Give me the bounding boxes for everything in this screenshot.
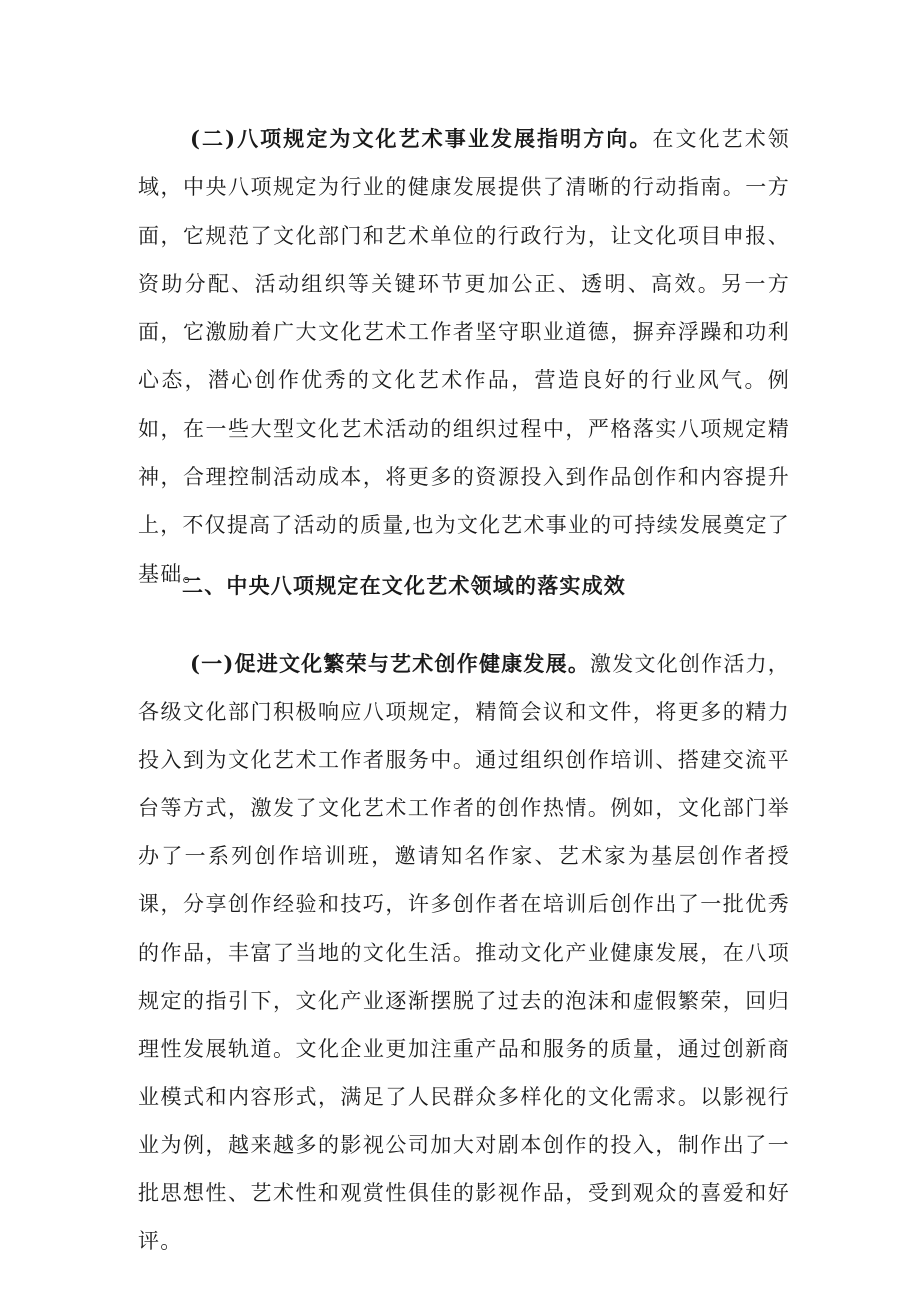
paragraph-eight-rules-direction (138, 115, 790, 598)
paragraph-lead-heading: (一)促进文化繁荣与艺术创作健康发展。 (190, 651, 591, 676)
paragraph-lead-heading: (二)八项规定为文化艺术事业发展指明方向。 (190, 126, 653, 151)
section-heading: 二、中央八项规定在文化艺术领域的落实成效 (182, 573, 626, 598)
paragraph-cultural-prosperity (138, 640, 790, 1265)
paragraph-body-text: 在文化艺术领域，中央八项规定为行业的健康发展提供了清晰的行动指南。一方面，它规范了文化部门和艺术单位的行政行为，让文化项目申报、资助分配、活动组织等关键环节更加公正、透明、高效。另一方面，它激励着广大文化艺术工作者坚守职业道德，摒弃浮躁和功利心态，潜心创作优秀的文化艺术作品，营造良好的行业风气。例如，在一些大型文化艺术活动的组织过程中，严格落实八项规定精神，合理控制活动成本，将更多的资源投入到作品创作和内容提升上，不仅提高了活动的质量,也为文化艺术事业的可持续发展奠定了基础。 (138, 127, 790, 586)
paragraph-body-text: 激发文化创作活力，各级文化部门积极响应八项规定，精简会议和文件，将更多的精力投入到为文化艺术工作者服务中。通过组织创作培训、搭建交流平台等方式，激发了文化艺术工作者的创作热情。例如，文化部门举办了一系列创作培训班，邀请知名作家、艺术家为基层创作者授课，分享创作经验和技巧，许多创作者在培训后创作出了一批优秀的作品，丰富了当地的文化生活。推动文化产业健康发展，在八项规定的指引下，文化产业逐渐摆脱了过去的泡沫和虚假繁荣，回归理性发展轨道。文化企业更加注重产品和服务的质量，通过创新商业模式和内容形式，满足了人民群众多样化的文化需求。以影视行业为例，越来越多的影视公司加大对剧本创作的投入，制作出了一批思想性、艺术性和观赏性俱佳的影视作品，受到观众的喜爱和好评。 (138, 652, 790, 1254)
